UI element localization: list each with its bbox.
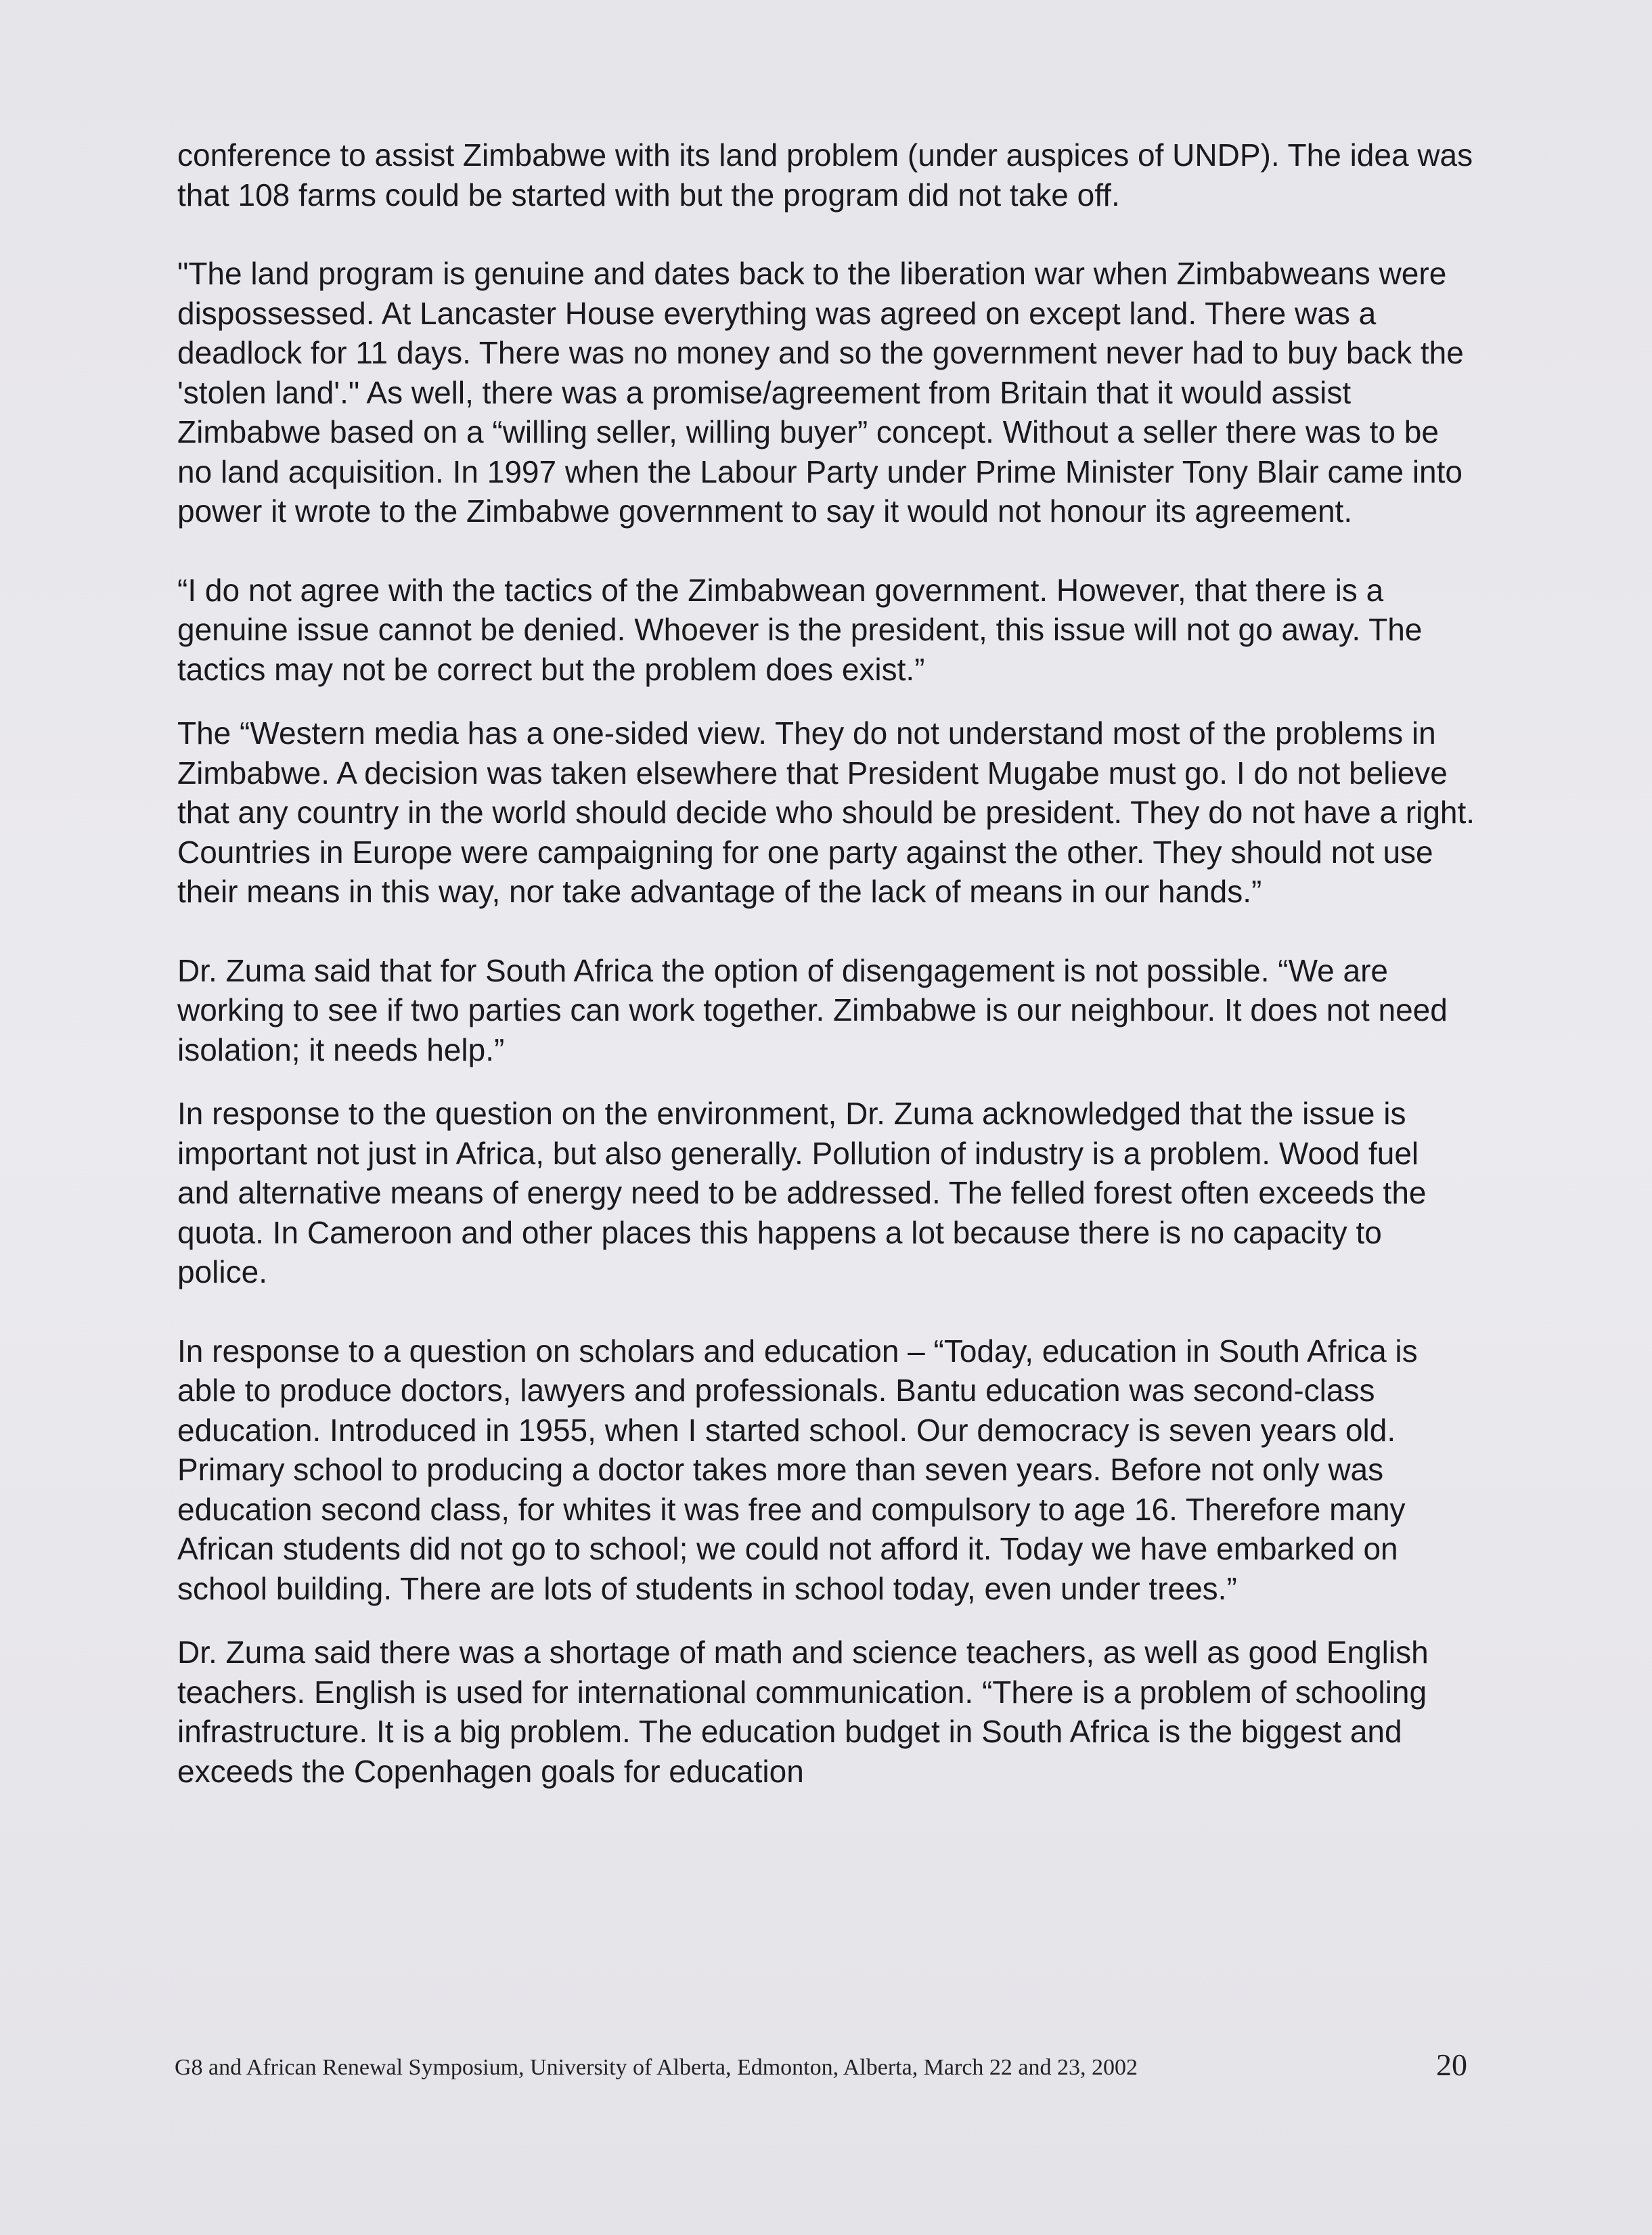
paragraph: Dr. Zuma said that for South Africa the option of disengagement is not possible. “We are working to see if two parties can work together. Zimbabwe is our neighbour. It does not need isolation; it needs help.” [177,952,1448,1067]
paragraph: "The land program is genuine and dates back to the liberation war when Zimbabweans were dispossessed. At Lancaster House everything was agreed on except land. There was a deadlock for 11 days. There was no money and so the government never had to buy back the 'stolen land'." As well, there was a promise/agreement from Britain that it would assist Zimbabwe based on a “willing seller, willing buyer” concept. Without a seller there was to be no land acquisition. In 1997 when the Labour Party under Prime Minister Tony Blair came into power it wrote to the Zimbabwe government to say it would not honour its agreement. [177,256,1464,529]
body-text [177,135,1477,1791]
paragraph: In response to a question on scholars and education – “Today, education in South Africa is able to produce doctors, lawyers and professionals. Bantu education was second-class education. Introduced in 1955, when I started school. Our democracy is seven years old. Primary school to producing a doctor takes more than seven years. Before not only was education second class, for whites it was free and compulsory to age 16. Therefore many African students did not go to school; we could not afford it. Today we have embarked on school building. There are lots of students in school today, even under trees.” [177,1333,1418,1606]
paragraph: “I do not agree with the tactics of the Zimbabwean government. However, that there is a genuine issue cannot be denied. Whoever is the president, this issue will not go away. The tactics may not be correct but the problem does exist.” [177,572,1423,687]
paragraph: Dr. Zuma said there was a shortage of math and science teachers, as well as good English teachers. English is used for international communication. “There is a problem of schooling infrastructure. It is a big problem. The education budget in South Africa is the biggest and exceeds the Copenhagen goals for education [177,1635,1429,1789]
page-number: 20 [1436,2048,1467,2082]
paragraph: The “Western media has a one-sided view. They do not understand most of the problems in Zimbabwe. A decision was taken elsewhere that President Mugabe must go. I do not believe that any country in the world should decide who should be president. They do not have a right. Countries in Europe were campaigning for one party against the other. They should not use their means in this way, nor take advantage of the lack of means in our hands.” [177,715,1475,909]
paragraph: conference to assist Zimbabwe with its land problem (under auspices of UNDP). The idea was that 108 farms could be started with but the program did not take off. [177,137,1473,213]
page-footer: G8 and African Renewal Symposium, University of Alberta, Edmonton, Alberta, March 22 and 23, 2002 [175,2055,1138,2080]
paragraph: In response to the question on the environment, Dr. Zuma acknowledged that the issue is important not just in Africa, but also generally. Pollution of industry is a problem. Wood fuel and alternative means of energy need to be addressed. The felled forest often exceeds the quota. In Cameroon and other places this happens a lot because there is no capacity to police. [177,1096,1427,1289]
